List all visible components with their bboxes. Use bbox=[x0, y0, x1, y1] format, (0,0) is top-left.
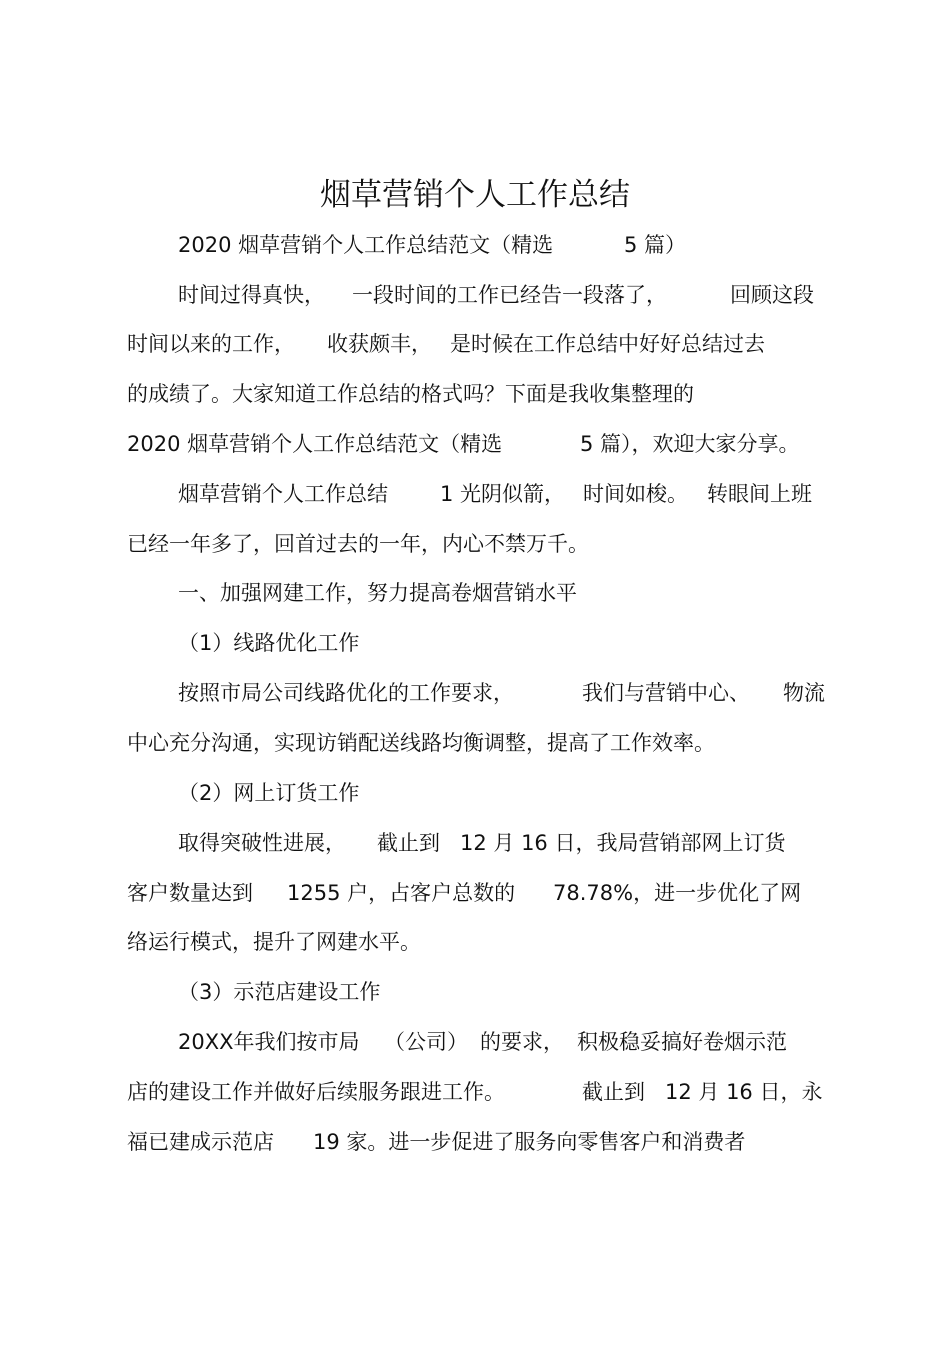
text-segment: 收获颇丰， bbox=[327, 332, 432, 356]
text-segment: 烟草营销个人工作总结 bbox=[178, 482, 388, 506]
text-segment: 截止到 bbox=[377, 831, 440, 855]
text-segment: 中心充分沟通，实现访销配送线路均衡调整，提高了工作效率。 bbox=[127, 731, 715, 755]
text-segment: 2020 烟草营销个人工作总结范文（精选 bbox=[127, 432, 503, 456]
text-segment: 20XX年我们按市局 bbox=[178, 1030, 360, 1054]
text-segment: 络运行模式，提升了网建水平。 bbox=[127, 930, 421, 954]
text-segment: 已经一年多了，回首过去的一年，内心不禁万千。 bbox=[127, 532, 589, 556]
text-segment: 5 篇） bbox=[624, 233, 687, 257]
text-segment: 12 月 16 日，永 bbox=[665, 1080, 823, 1104]
text-segment: 时间过得真快， bbox=[178, 283, 325, 307]
text-segment: 积极稳妥搞好卷烟示范 bbox=[577, 1030, 787, 1054]
text-segment: 一段时间的工作已经告一段落了， bbox=[352, 283, 667, 307]
text-segment: 物流 bbox=[783, 681, 825, 705]
text-segment: 按照市局公司线路优化的工作要求， bbox=[178, 681, 514, 705]
text-segment: 的要求， bbox=[480, 1030, 564, 1054]
text-segment: 截止到 bbox=[582, 1080, 645, 1104]
text-segment: （2）网上订货工作 bbox=[178, 781, 360, 805]
text-segment: （公司） bbox=[384, 1030, 468, 1054]
text-segment: 78.78%，进一步优化了网 bbox=[553, 881, 802, 905]
text-segment: 是时候在工作总结中好好总结过去 bbox=[450, 332, 765, 356]
text-segment: （3）示范店建设工作 bbox=[178, 980, 381, 1004]
text-segment: 时间以来的工作， bbox=[127, 332, 295, 356]
text-segment: 1 光阴似箭， bbox=[440, 482, 566, 506]
text-segment: 时间如梭。 bbox=[583, 482, 688, 506]
text-segment: 我们与营销中心、 bbox=[582, 681, 750, 705]
text-segment: 取得突破性进展， bbox=[178, 831, 346, 855]
text-segment: 12 月 16 日，我局营销部网上订货 bbox=[460, 831, 786, 855]
text-segment: 客户数量达到 bbox=[127, 881, 253, 905]
text-segment: 福已建成示范店 bbox=[127, 1130, 274, 1154]
text-segment: 2020 烟草营销个人工作总结范文（精选 bbox=[178, 233, 554, 257]
text-segment: （1）线路优化工作 bbox=[178, 631, 360, 655]
text-segment: 的成绩了。大家知道工作总结的格式吗？下面是我收集整理的 bbox=[127, 382, 694, 406]
text-segment: 回顾这段 bbox=[730, 283, 814, 307]
text-segment: 转眼间上班 bbox=[707, 482, 812, 506]
text-segment: 19 家。进一步促进了服务向零售客户和消费者 bbox=[313, 1130, 746, 1154]
text-segment: 一、加强网建工作，努力提高卷烟营销水平 bbox=[178, 581, 577, 605]
text-segment: 5 篇），欢迎大家分享。 bbox=[580, 432, 800, 456]
text-segment: 1255 户，占客户总数的 bbox=[287, 881, 516, 905]
text-segment: 店的建设工作并做好后续服务跟进工作。 bbox=[127, 1080, 505, 1104]
document-title: 烟草营销个人工作总结 bbox=[320, 177, 630, 213]
